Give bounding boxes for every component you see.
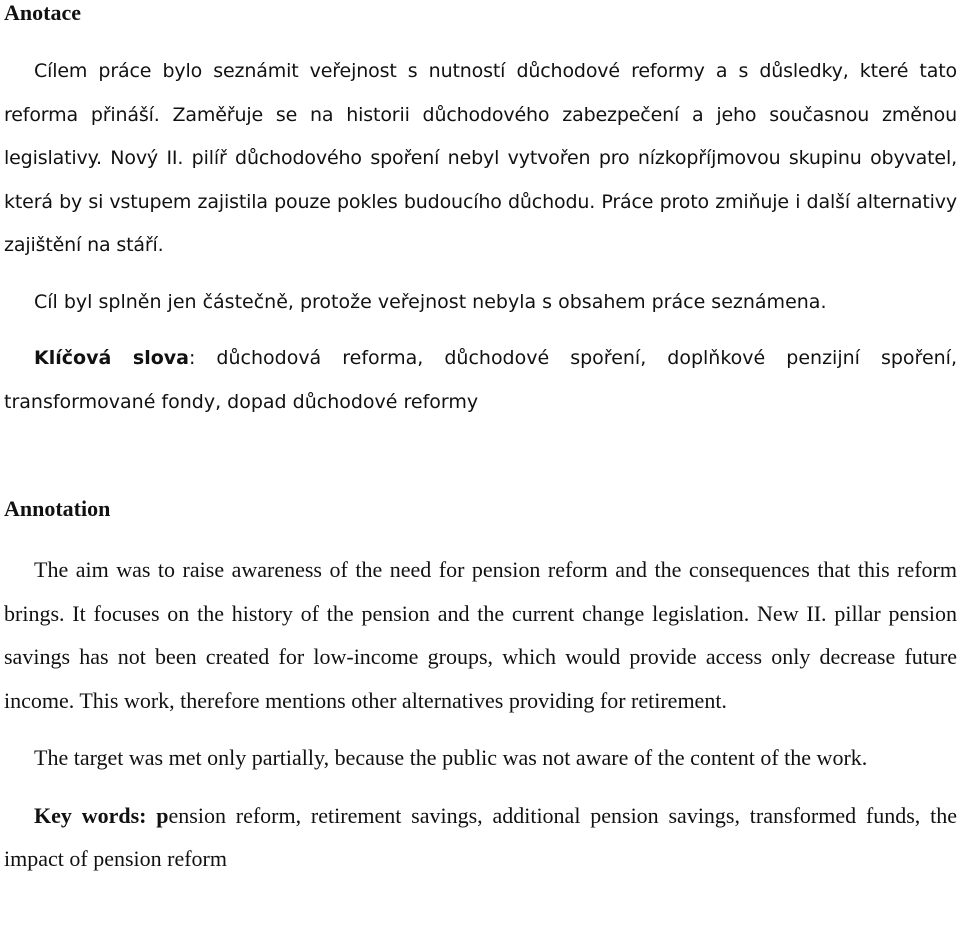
czech-keywords-separator: : [188,347,196,369]
english-paragraph-result: The target was met only partially, because the public was not aware of the content of the work. [34,745,868,770]
english-abstract-section [4,496,957,881]
english-keywords [4,794,957,881]
czech-keywords-label: Klíčová slova [34,347,189,369]
english-keywords-label: Key words: p [34,802,169,828]
czech-keywords [4,337,957,424]
english-heading: Annotation [4,496,111,521]
czech-abstract-section [4,0,957,424]
czech-heading: Anotace [4,0,81,25]
english-keywords-list: ension reform, retirement savings, additional pension savings, transformed funds, the impact of pension reform [4,802,957,871]
czech-keywords-list: důchodová reforma, důchodové spoření, doplňkové penzijní spoření, transformované fondy, dopad důchodové reformy [4,347,957,413]
czech-paragraph-result: Cíl byl splněn jen částečně, protože veřejnost nebyla s obsahem práce seznámena. [34,290,827,313]
czech-paragraph-aim: Cílem práce bylo seznámit veřejnost s nutností důchodové reformy a s důsledky, které tato reforma přináší. Zaměřuje se na historii důchodového zabezpečení a jeho současnou změnou legislativy. Nový II. pilíř důchodového spoření nebyl vytvořen pro nízkopříjmovou skupinu obyvatel, která by si vstupem zajistila pouze pokles budoucího důchodu. Práce proto zmiňuje i další alternativy zajištění na stáří. [4,60,957,256]
english-paragraph-aim: The aim was to raise awareness of the need for pension reform and the consequences that this reform brings. It focuses on the history of the pension and the current change legislation. New II. pillar pension savings has not been created for low-income groups, which would provide access only decrease future income. This work, therefore mentions other alternatives providing for retirement. [4,557,957,713]
